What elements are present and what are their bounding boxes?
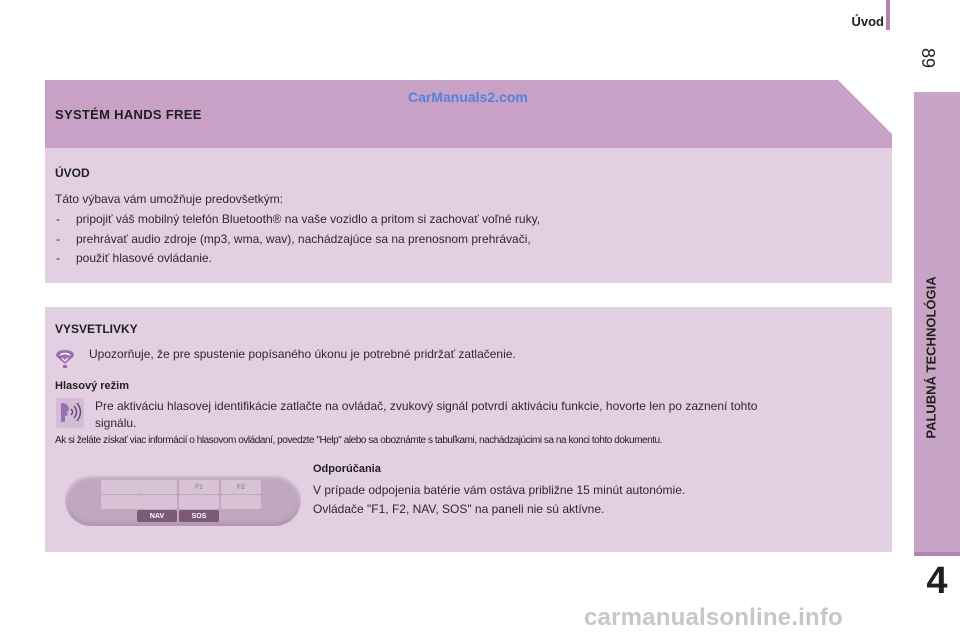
- bullet-marker: -: [56, 232, 60, 246]
- bullet-item: prehrávať audio zdroje (mp3, wma, wav), nachádzajúce sa na prenosnom prehrávači,: [76, 232, 531, 246]
- voice-mode-text-cont: signálu.: [95, 416, 137, 430]
- chapter-number: 4: [926, 560, 948, 602]
- control-key-blank: [221, 495, 261, 509]
- chapter-divider: [914, 552, 960, 556]
- hands-free-title: SYSTÉM HANDS FREE: [55, 107, 202, 122]
- control-key-f1: F1: [179, 480, 219, 494]
- bullet-marker: -: [56, 212, 60, 226]
- chapter-tab-label: PALUBNÁ TECHNOLÓGIA: [923, 276, 939, 439]
- control-key-blank: [101, 495, 141, 509]
- press-hold-icon: [54, 346, 76, 370]
- watermark-bottom: carmanualsonline.info: [584, 604, 843, 631]
- control-panel-illustration: [65, 474, 301, 526]
- legend-heading: VYSVETLIVKY: [55, 322, 138, 336]
- recommendations-title: Odporúčania: [313, 463, 381, 475]
- control-key-sos: SOS: [179, 510, 219, 522]
- recommendation-line: V prípade odpojenia batérie vám ostáva približne 15 minút autonómie.: [313, 483, 686, 497]
- voice-mode-more-info: Ak si želáte získať viac informácií o hlasovom ovládaní, povedzte "Help" alebo sa oboznámte s tabuľkami, nachádzajúcimi sa na konci tohto dokumentu.: [55, 435, 662, 446]
- voice-command-icon: [56, 398, 84, 428]
- control-key-blank: [141, 495, 177, 509]
- bullet-marker: -: [56, 251, 60, 265]
- section-title: Úvod: [851, 14, 884, 29]
- control-key-f2: F2: [221, 480, 261, 494]
- page-number: 89: [918, 47, 938, 69]
- control-key-blank: [179, 495, 219, 509]
- control-key-nav: NAV: [137, 510, 177, 522]
- warning-text: Upozorňuje, že pre spustenie popísaného úkonu je potrebné pridržať zatlačenie.: [89, 347, 516, 361]
- header-rule: [886, 0, 890, 30]
- watermark-top: CarManuals2.com: [408, 89, 528, 105]
- bullet-item: použiť hlasové ovládanie.: [76, 251, 212, 265]
- voice-mode-text: Pre aktiváciu hlasovej identifikácie zatlačte na ovládač, zvukový signál potvrdí aktiváciu funkcie, hovorte len po zaznení tohto: [95, 399, 758, 413]
- voice-mode-title: Hlasový režim: [55, 380, 129, 392]
- intro-heading: ÚVOD: [55, 166, 90, 180]
- recommendation-line: Ovládače "F1, F2, NAV, SOS" na paneli nie sú aktívne.: [313, 502, 605, 516]
- control-key-blank: [141, 480, 177, 494]
- bullet-item: pripojiť váš mobilný telefón Bluetooth® na vaše vozidlo a pritom si zachovať voľné ruky,: [76, 212, 541, 226]
- control-key-blank: [101, 480, 141, 494]
- intro-text: Táto výbava vám umožňuje predovšetkým:: [55, 192, 284, 206]
